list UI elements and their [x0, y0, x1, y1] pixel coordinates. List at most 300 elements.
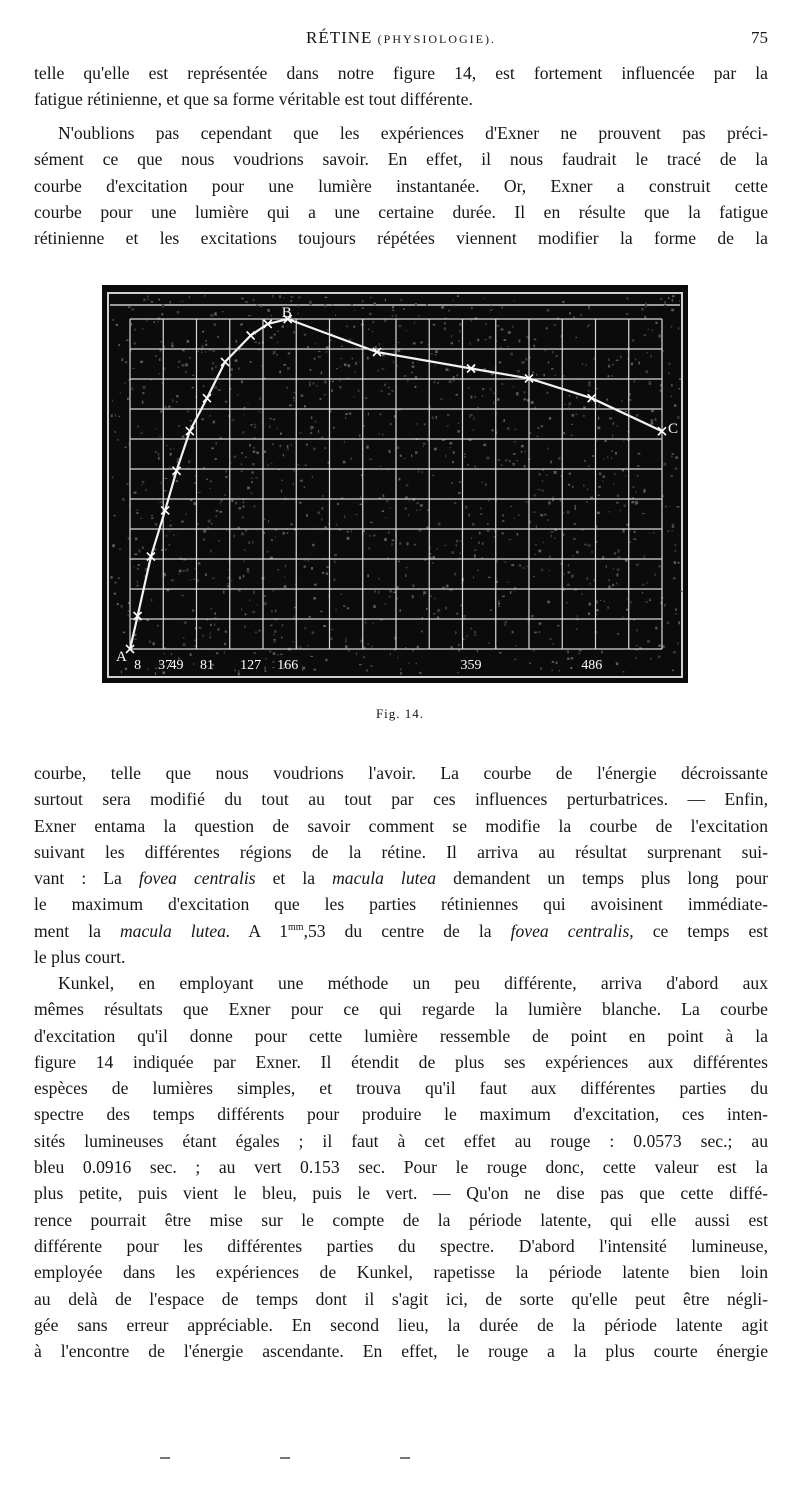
excitation-curve-chart [102, 285, 688, 683]
plate-speckle [299, 502, 301, 504]
plate-speckle [233, 535, 235, 538]
plate-speckle [392, 540, 394, 542]
plate-speckle [162, 304, 164, 307]
plate-speckle [622, 617, 625, 618]
plate-speckle [394, 351, 395, 354]
plate-speckle [170, 301, 171, 304]
plate-speckle [253, 299, 255, 301]
text-line: figure 14 indiquée par Exner. Il étendit de plus ses expériences aux différentes [34, 1051, 768, 1072]
plate-speckle [119, 416, 120, 417]
plate-speckle [445, 607, 447, 610]
plate-speckle [151, 517, 153, 519]
plate-speckle [183, 637, 185, 638]
plate-speckle [201, 418, 204, 420]
plate-speckle [345, 413, 348, 415]
plate-speckle [655, 627, 657, 630]
plate-speckle [307, 346, 309, 348]
plate-speckle [490, 388, 491, 390]
plate-speckle [363, 425, 365, 426]
plate-speckle [276, 354, 277, 356]
plate-speckle [118, 344, 120, 346]
plate-speckle [354, 310, 355, 311]
plate-speckle [507, 346, 508, 347]
plate-speckle [502, 514, 503, 516]
plate-speckle [137, 580, 138, 583]
plate-speckle [304, 487, 305, 489]
running-title [34, 28, 768, 48]
plate-speckle [638, 362, 640, 365]
plate-speckle [616, 582, 617, 585]
plate-speckle [674, 550, 676, 552]
plate-speckle [668, 372, 670, 374]
plate-speckle [311, 416, 312, 419]
plate-speckle [161, 313, 163, 315]
plate-speckle [397, 586, 399, 589]
plate-speckle [291, 524, 293, 526]
plate-speckle [482, 542, 483, 545]
plate-speckle [418, 471, 420, 473]
text-line: employée dans les expériences de Kunkel, rapetisse la période latente bien loin [34, 1262, 768, 1283]
plate-speckle [181, 301, 184, 302]
plate-speckle [251, 492, 253, 494]
plate-speckle [177, 461, 178, 463]
plate-speckle [659, 335, 661, 338]
plate-speckle [187, 340, 190, 343]
plate-speckle [165, 478, 168, 479]
plate-speckle [636, 629, 638, 631]
plate-speckle [337, 503, 339, 505]
plate-speckle [343, 605, 345, 606]
plate-speckle [465, 506, 467, 509]
plate-speckle [318, 430, 319, 432]
plate-speckle [512, 631, 514, 633]
plate-speckle [157, 625, 158, 627]
plate-speckle [557, 625, 559, 627]
plate-speckle [390, 507, 391, 509]
plate-speckle [567, 584, 570, 586]
plate-speckle [179, 425, 180, 427]
plate-speckle [371, 646, 372, 648]
plate-speckle [324, 526, 327, 528]
plate-speckle [373, 605, 375, 608]
plate-speckle [438, 523, 441, 526]
plate-speckle [359, 361, 360, 362]
plate-speckle [378, 591, 380, 594]
plate-speckle [651, 330, 653, 332]
plate-speckle [580, 314, 582, 315]
text-line: Kunkel, en employant une méthode un peu différente, arriva d'abord aux [58, 973, 768, 993]
plate-speckle [370, 522, 373, 523]
plate-speckle [294, 616, 295, 619]
plate-speckle [563, 432, 565, 434]
plate-speckle [210, 624, 212, 626]
plate-speckle [446, 368, 449, 371]
plate-speckle [550, 461, 552, 464]
plate-speckle [611, 458, 612, 459]
plate-speckle [459, 553, 461, 554]
plate-speckle [313, 597, 316, 599]
plate-speckle [512, 326, 514, 328]
plate-speckle [451, 342, 453, 344]
plate-speckle [519, 564, 522, 567]
plate-speckle [568, 484, 570, 486]
plate-speckle [566, 602, 568, 604]
plate-speckle [381, 368, 384, 369]
plate-speckle [459, 330, 461, 332]
plate-speckle [403, 458, 405, 459]
plate-speckle [271, 610, 273, 613]
plate-speckle [385, 604, 386, 605]
plate-speckle [240, 323, 243, 325]
plate-speckle [583, 484, 584, 487]
plate-speckle [252, 463, 255, 466]
plate-speckle [608, 375, 610, 377]
plate-speckle [449, 442, 452, 444]
plate-speckle [414, 544, 416, 546]
plate-speckle [415, 303, 417, 306]
plate-speckle [170, 448, 171, 450]
plate-speckle [267, 309, 270, 312]
plate-speckle [467, 464, 468, 465]
plate-speckle [254, 426, 257, 428]
plate-speckle [509, 539, 512, 540]
plate-speckle [268, 520, 269, 522]
plate-speckle [378, 433, 380, 434]
plate-speckle [603, 476, 606, 478]
plate-speckle [284, 585, 287, 588]
plate-speckle [434, 597, 435, 599]
plate-speckle [444, 322, 446, 324]
plate-speckle [372, 321, 374, 323]
x-tick-label: 37 [158, 658, 173, 673]
plate-speckle [140, 361, 143, 363]
plate-speckle [220, 511, 223, 513]
plate-speckle [174, 448, 175, 450]
plate-speckle [654, 419, 656, 421]
plate-speckle [290, 300, 292, 302]
plate-speckle [649, 600, 651, 601]
plate-speckle [111, 414, 113, 417]
plate-speckle [250, 424, 253, 425]
plate-speckle [516, 392, 518, 394]
plate-speckle [608, 364, 610, 366]
plate-speckle [312, 631, 315, 634]
plate-speckle [354, 396, 355, 397]
plate-speckle [264, 532, 265, 534]
plate-speckle [252, 611, 255, 613]
plate-speckle [525, 451, 527, 453]
plate-speckle [453, 376, 455, 378]
plate-speckle [155, 523, 158, 526]
plate-speckle [547, 601, 550, 604]
plate-speckle [400, 668, 401, 670]
plate-speckle [604, 440, 607, 442]
plate-speckle [245, 301, 248, 303]
plate-speckle [405, 567, 407, 568]
plate-speckle [643, 490, 645, 493]
plate-speckle [644, 316, 646, 319]
plate-speckle [234, 669, 236, 671]
plate-speckle [158, 373, 160, 374]
text-line: sités lumineuses étant égales ; il faut à cet effet au rouge : 0.0573 sec.; au [34, 1130, 768, 1151]
plate-speckle [668, 297, 669, 299]
plate-speckle [399, 478, 401, 481]
plate-speckle [457, 672, 459, 673]
plate-speckle [291, 445, 292, 446]
plate-speckle [502, 596, 505, 597]
plate-speckle [654, 573, 655, 576]
plate-speckle [364, 647, 366, 649]
plate-speckle [517, 533, 519, 536]
plate-speckle [645, 302, 647, 304]
plate-speckle [664, 463, 667, 466]
plate-speckle [488, 577, 491, 578]
plate-speckle [629, 393, 630, 395]
plate-speckle [405, 496, 408, 498]
plate-speckle [579, 650, 582, 651]
plate-speckle [597, 440, 598, 441]
plate-speckle [538, 489, 541, 490]
plate-speckle [420, 509, 422, 510]
plate-speckle [540, 667, 542, 670]
plate-speckle [656, 322, 658, 324]
plate-speckle [160, 341, 163, 343]
plate-speckle [346, 326, 348, 328]
plate-speckle [214, 386, 217, 389]
plate-speckle [177, 458, 180, 460]
text-line: courbe d'excitation pour une lumière instantanée. Or, Exner a construit cette [34, 175, 768, 196]
plate-speckle [281, 637, 282, 639]
plate-speckle [474, 631, 476, 634]
plate-speckle [142, 546, 143, 549]
running-header [34, 28, 768, 54]
plate-speckle [598, 417, 599, 420]
plate-speckle [125, 362, 127, 364]
plate-speckle [490, 309, 492, 311]
plate-speckle [678, 562, 680, 564]
plate-speckle [315, 343, 316, 344]
plate-speckle [114, 593, 117, 595]
plate-speckle [616, 360, 619, 361]
plate-speckle [123, 632, 126, 634]
plate-speckle [264, 518, 265, 520]
plate-speckle [254, 505, 256, 508]
plate-speckle [457, 374, 458, 376]
plate-speckle [165, 535, 167, 537]
plate-speckle [591, 551, 593, 553]
plate-speckle [227, 585, 229, 587]
plate-speckle [538, 550, 541, 553]
text-line: rence pourrait être mise sur le compte de la période latente, qui elle aussi est [34, 1209, 768, 1230]
plate-speckle [158, 457, 160, 460]
plate-speckle [523, 398, 526, 400]
term-fovea-centralis: fovea centralis, [510, 920, 634, 941]
plate-speckle [293, 400, 295, 401]
plate-speckle [239, 507, 242, 509]
plate-speckle [287, 449, 289, 451]
plate-speckle [251, 478, 252, 479]
plate-speckle [384, 384, 385, 386]
plate-speckle [516, 460, 518, 461]
plate-speckle [531, 615, 533, 617]
plate-speckle [169, 544, 170, 546]
plate-speckle [554, 471, 557, 474]
plate-speckle [511, 564, 514, 566]
plate-speckle [630, 601, 631, 604]
plate-speckle [522, 568, 525, 569]
plate-speckle [489, 336, 492, 339]
plate-speckle [485, 484, 486, 486]
plate-speckle [629, 399, 631, 400]
plate-speckle [211, 523, 212, 525]
plate-speckle [396, 597, 398, 600]
plate-speckle [142, 392, 144, 394]
plate-speckle [440, 398, 442, 400]
printer-mark [400, 1457, 410, 1459]
plate-speckle [599, 404, 600, 407]
plate-speckle [531, 401, 534, 404]
plate-speckle [199, 627, 202, 629]
plate-speckle [282, 325, 284, 328]
plate-speckle [616, 664, 619, 666]
plate-speckle [397, 365, 399, 367]
plate-speckle [363, 656, 364, 658]
plate-speckle [420, 504, 423, 507]
plate-speckle [552, 661, 554, 663]
plate-speckle [314, 669, 317, 671]
plate-speckle [283, 297, 285, 298]
plate-speckle [344, 363, 347, 366]
plate-speckle [280, 433, 282, 435]
plate-speckle [660, 298, 662, 300]
plate-speckle [497, 398, 500, 401]
plate-speckle [399, 542, 401, 545]
plate-speckle [449, 380, 452, 383]
plate-speckle [293, 397, 294, 399]
plate-speckle [499, 652, 501, 654]
plate-speckle [311, 426, 314, 429]
plate-speckle [194, 639, 195, 641]
term-macula-lutea: macula lutea. [119, 920, 231, 941]
plate-speckle [285, 564, 286, 567]
plate-speckle [179, 573, 180, 574]
plate-speckle [289, 405, 292, 407]
plate-speckle [473, 417, 474, 420]
plate-speckle [197, 351, 199, 352]
plate-speckle [253, 451, 256, 453]
plate-speckle [161, 482, 163, 484]
plate-speckle [487, 530, 490, 532]
plate-speckle [678, 327, 680, 329]
plate-speckle [533, 576, 534, 577]
plate-speckle [548, 361, 549, 363]
plate-speckle [583, 415, 585, 417]
chart-background [102, 285, 688, 683]
plate-speckle [408, 514, 409, 516]
plate-speckle [238, 368, 240, 370]
plate-speckle [282, 624, 283, 626]
plate-speckle [497, 325, 500, 326]
plate-speckle [389, 590, 392, 593]
plate-speckle [170, 520, 171, 521]
plate-speckle [340, 358, 342, 359]
plate-speckle [549, 638, 552, 640]
plate-speckle [636, 645, 638, 646]
plate-speckle [423, 446, 424, 448]
plate-speckle [505, 621, 508, 623]
plate-speckle [457, 295, 459, 297]
plate-speckle [458, 340, 460, 342]
plate-speckle [477, 570, 479, 571]
text-line: rétinienne et les excitations toujours répétées viennent modifier la forme de la [34, 228, 768, 249]
plate-speckle [255, 631, 257, 633]
plate-speckle [609, 579, 610, 581]
plate-speckle [168, 406, 171, 408]
plate-speckle [474, 549, 477, 551]
plate-speckle [272, 590, 274, 591]
plate-speckle [197, 581, 199, 583]
plate-speckle [424, 424, 425, 426]
plate-speckle [393, 361, 394, 364]
plate-speckle [131, 308, 134, 310]
plate-speckle [644, 555, 645, 558]
plate-speckle [190, 579, 192, 580]
text-line: spectre des temps différents pour produire le maximum d'excitation, ces inten- [34, 1104, 768, 1125]
paragraph-4 [34, 970, 768, 1364]
plate-speckle [286, 533, 288, 534]
plate-speckle [635, 358, 636, 360]
plate-speckle [559, 670, 560, 672]
plate-speckle [335, 609, 336, 611]
plate-speckle [433, 475, 434, 477]
plate-speckle [181, 521, 184, 523]
plate-speckle [206, 479, 208, 480]
plate-speckle [264, 602, 267, 605]
plate-speckle [493, 393, 495, 394]
plate-speckle [416, 663, 417, 665]
plate-speckle [254, 424, 256, 425]
plate-speckle [568, 564, 569, 567]
plate-speckle [397, 657, 398, 659]
plate-speckle [349, 413, 351, 415]
plate-speckle [532, 372, 534, 374]
plate-speckle [126, 340, 128, 342]
plate-speckle [408, 663, 410, 664]
plate-speckle [176, 395, 178, 397]
plate-speckle [316, 385, 318, 386]
plate-speckle [449, 447, 451, 448]
plate-speckle [340, 366, 341, 367]
plate-speckle [177, 311, 180, 314]
plate-speckle [547, 448, 549, 450]
plate-speckle [399, 325, 402, 327]
plate-speckle [617, 574, 619, 577]
plate-speckle [239, 350, 240, 351]
plate-speckle [224, 643, 226, 646]
paragraph-2 [34, 120, 768, 251]
plate-speckle [611, 375, 613, 377]
text-run: ,53 du centre de la [303, 920, 511, 941]
plate-speckle [348, 364, 351, 367]
plate-speckle [403, 308, 405, 309]
plate-speckle [142, 485, 143, 486]
plate-speckle [134, 566, 135, 568]
plate-speckle [621, 400, 622, 401]
plate-speckle [514, 429, 517, 430]
x-tick-label: 166 [277, 658, 299, 673]
text-line: à l'encontre de l'énergie ascendante. En effet, le rouge a la plus courte énergie [34, 1341, 768, 1362]
plate-speckle [169, 531, 170, 532]
